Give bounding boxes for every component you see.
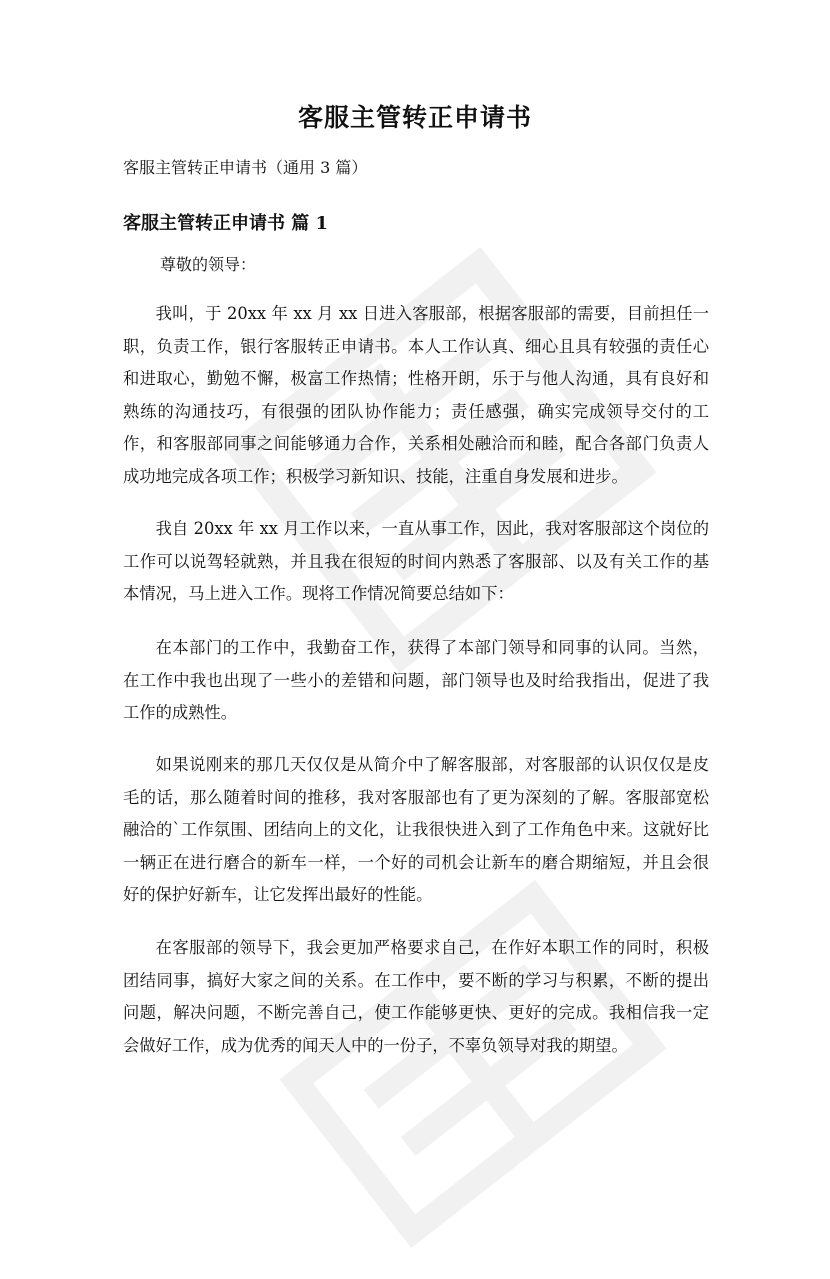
body-paragraph: 在本部门的工作中，我勤奋工作，获得了本部门领导和同事的认同。当然，在工作中我也出现了一些小的差错和问题，部门领导也及时给我指出，促进了我工作的成熟性。: [123, 638, 709, 723]
document-subtitle: 客服主管转正申请书（通用 3 篇）: [123, 158, 368, 177]
page-title: 客服主管转正申请书: [297, 103, 532, 132]
salutation: 尊敬的领导：: [160, 255, 257, 274]
body-paragraph: 我自 20xx 年 xx 月工作以来，一直从事工作，因此，我对客服部这个岗位的工作可以说驾轻就熟，并且我在很短的时间内熟悉了客服部、以及有关工作的基本情况，马上进入工作。现将工作情况简要总结如下：: [123, 519, 709, 604]
body-paragraph: 如果说刚来的那几天仅仅是从简介中了解客服部，对客服部的认识仅仅是皮毛的话，那么随着时间的推移，我对客服部也有了更为深刻的了解。客服部宽松融洽的`工作氛围、团结向上的文化，让我很快进入到了工作角色中来。这就好比一辆正在进行磨合的新车一样，一个好的司机会让新车的磨合期缩短，并且会很好的保护好新车，让它发挥出最好的性能。: [123, 755, 709, 905]
body-paragraph: 在客服部的领导下，我会更加严格要求自己，在作好本职工作的同时，积极团结同事，搞好大家之间的关系。在工作中，要不断的学习与积累，不断的提出问题，解决问题，不断完善自己，使工作能够更快、更好的完成。我相信我一定会做好工作，成为优秀的闻天人中的一份子，不辜负领导对我的期望。: [123, 938, 709, 1055]
body-paragraph: 我叫，于 20xx 年 xx 月 xx 日进入客服部，根据客服部的需要，目前担任一职，负责工作，银行客服转正申请书。本人工作认真、细心且具有较强的责任心和进取心，勤勉不懈，极富工作热情；性格开朗，乐于与他人沟通，具有良好和熟练的沟通技巧，有很强的团队协作能力；责任感强，确实完成领导交付的工作，和客服部同事之间能够通力合作，关系相处融洽而和睦，配合各部门负责人成功地完成各项工作；积极学习新知识、技能，注重自身发展和进步。: [123, 304, 709, 486]
section-heading: 客服主管转正申请书 篇 1: [123, 213, 329, 234]
